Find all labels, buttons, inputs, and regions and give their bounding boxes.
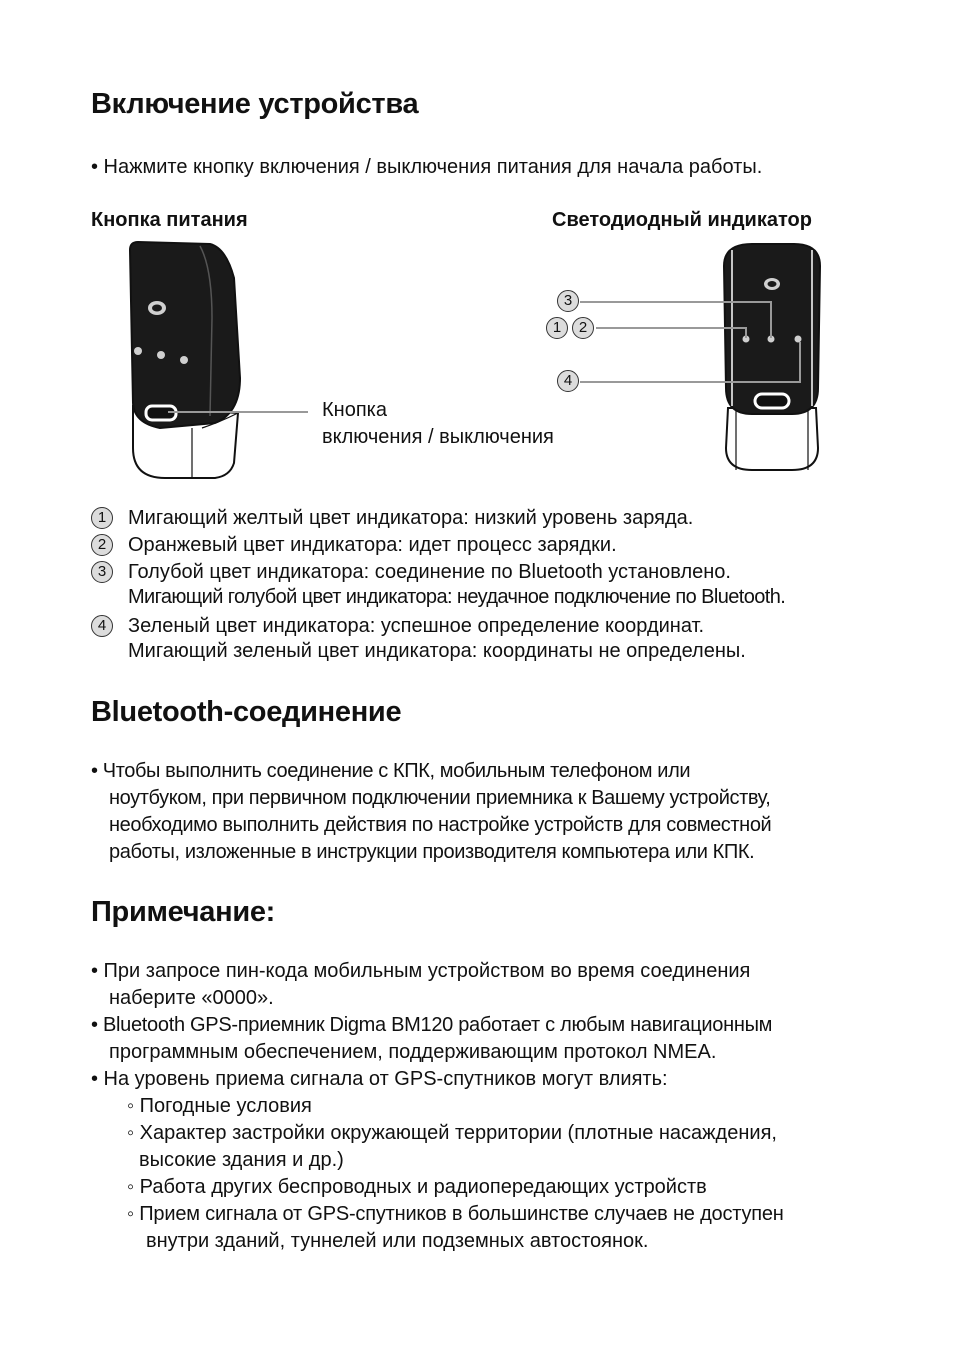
led-indicator-caption: Светодиодный индикатор xyxy=(552,209,812,231)
note-line-1: • При запросе пин-кода мобильным устройством во время соединения xyxy=(91,960,751,982)
note-line-3: • Bluetooth GPS-приемник Digma BM120 работает с любым навигационным xyxy=(91,1014,773,1036)
device-side-illustration xyxy=(120,238,320,488)
note-line-5: • На уровень приема сигнала от GPS-спутников могут влиять: xyxy=(91,1068,668,1090)
indicator-text-4: Зеленый цвет индикатора: успешное определение координат. xyxy=(128,615,705,637)
note-line-4: программным обеспечением, поддерживающим протокол NMEA. xyxy=(109,1041,717,1063)
bluetooth-text-line-4: работы, изложенные в инструкции производителя компьютера или КПК. xyxy=(109,841,755,863)
indicator-item-3 xyxy=(91,559,891,586)
indicator-number-1: 1 xyxy=(91,507,113,529)
note-line-2: наберите «0000». xyxy=(109,987,274,1009)
section-title-bluetooth: Bluetooth-соединение xyxy=(91,696,402,728)
note-subitem-indoor-cont: внутри зданий, туннелей или подземных автостоянок. xyxy=(146,1230,649,1252)
indicator-text-2: Оранжевый цвет индикатора: идет процесс зарядки. xyxy=(128,534,617,556)
power-button-label-line1: Кнопка xyxy=(322,399,387,421)
power-button-callout-line xyxy=(168,408,318,418)
note-subitem-weather: ◦ Погодные условия xyxy=(127,1095,312,1117)
callout-3-badge: 3 xyxy=(557,290,579,312)
callout-1-badge: 1 xyxy=(546,317,568,339)
indicator-number-3: 3 xyxy=(91,561,113,583)
note-subitem-buildings: ◦ Характер застройки окружающей территории (плотные насаждения, xyxy=(127,1122,777,1144)
callout-2-badge: 2 xyxy=(572,317,594,339)
note-subitem-buildings-cont: высокие здания и др.) xyxy=(139,1149,344,1171)
note-subitem-indoor: ◦ Прием сигнала от GPS-спутников в большинстве случаев не доступен xyxy=(127,1203,784,1225)
callout-4-badge: 4 xyxy=(557,370,579,392)
bluetooth-text-line-2: ноутбуком, при первичном подключении приемника к Вашему устройству, xyxy=(109,787,771,809)
bluetooth-text-line-1: • Чтобы выполнить соединение с КПК, мобильным телефоном или xyxy=(91,760,691,782)
indicator-text-3-continued: Мигающий голубой цвет индикатора: неудачное подключение по Bluetooth. xyxy=(128,586,786,608)
indicator-text-3: Голубой цвет индикатора: соединение по Bluetooth установлено. xyxy=(128,561,731,583)
indicator-text-4-continued: Мигающий зеленый цвет индикатора: координаты не определены. xyxy=(128,640,746,662)
led-callout-lines xyxy=(580,296,810,391)
indicator-item-1 xyxy=(91,505,891,532)
power-on-instruction: • Нажмите кнопку включения / выключения питания для начала работы. xyxy=(91,156,763,178)
indicator-text-1: Мигающий желтый цвет индикатора: низкий уровень заряда. xyxy=(128,507,694,529)
indicator-item-2 xyxy=(91,532,891,559)
power-button-caption: Кнопка питания xyxy=(91,209,248,231)
indicator-number-2: 2 xyxy=(91,534,113,556)
indicator-number-4: 4 xyxy=(91,615,113,637)
power-button-label-line2: включения / выключения xyxy=(322,426,554,448)
section-title-note: Примечание: xyxy=(91,896,276,928)
section-title-power-on: Включение устройства xyxy=(91,88,419,120)
note-subitem-radio: ◦ Работа других беспроводных и радиопередающих устройств xyxy=(127,1176,707,1198)
bluetooth-text-line-3: необходимо выполнить действия по настройке устройств для совместной xyxy=(109,814,772,836)
indicator-item-4 xyxy=(91,613,891,640)
